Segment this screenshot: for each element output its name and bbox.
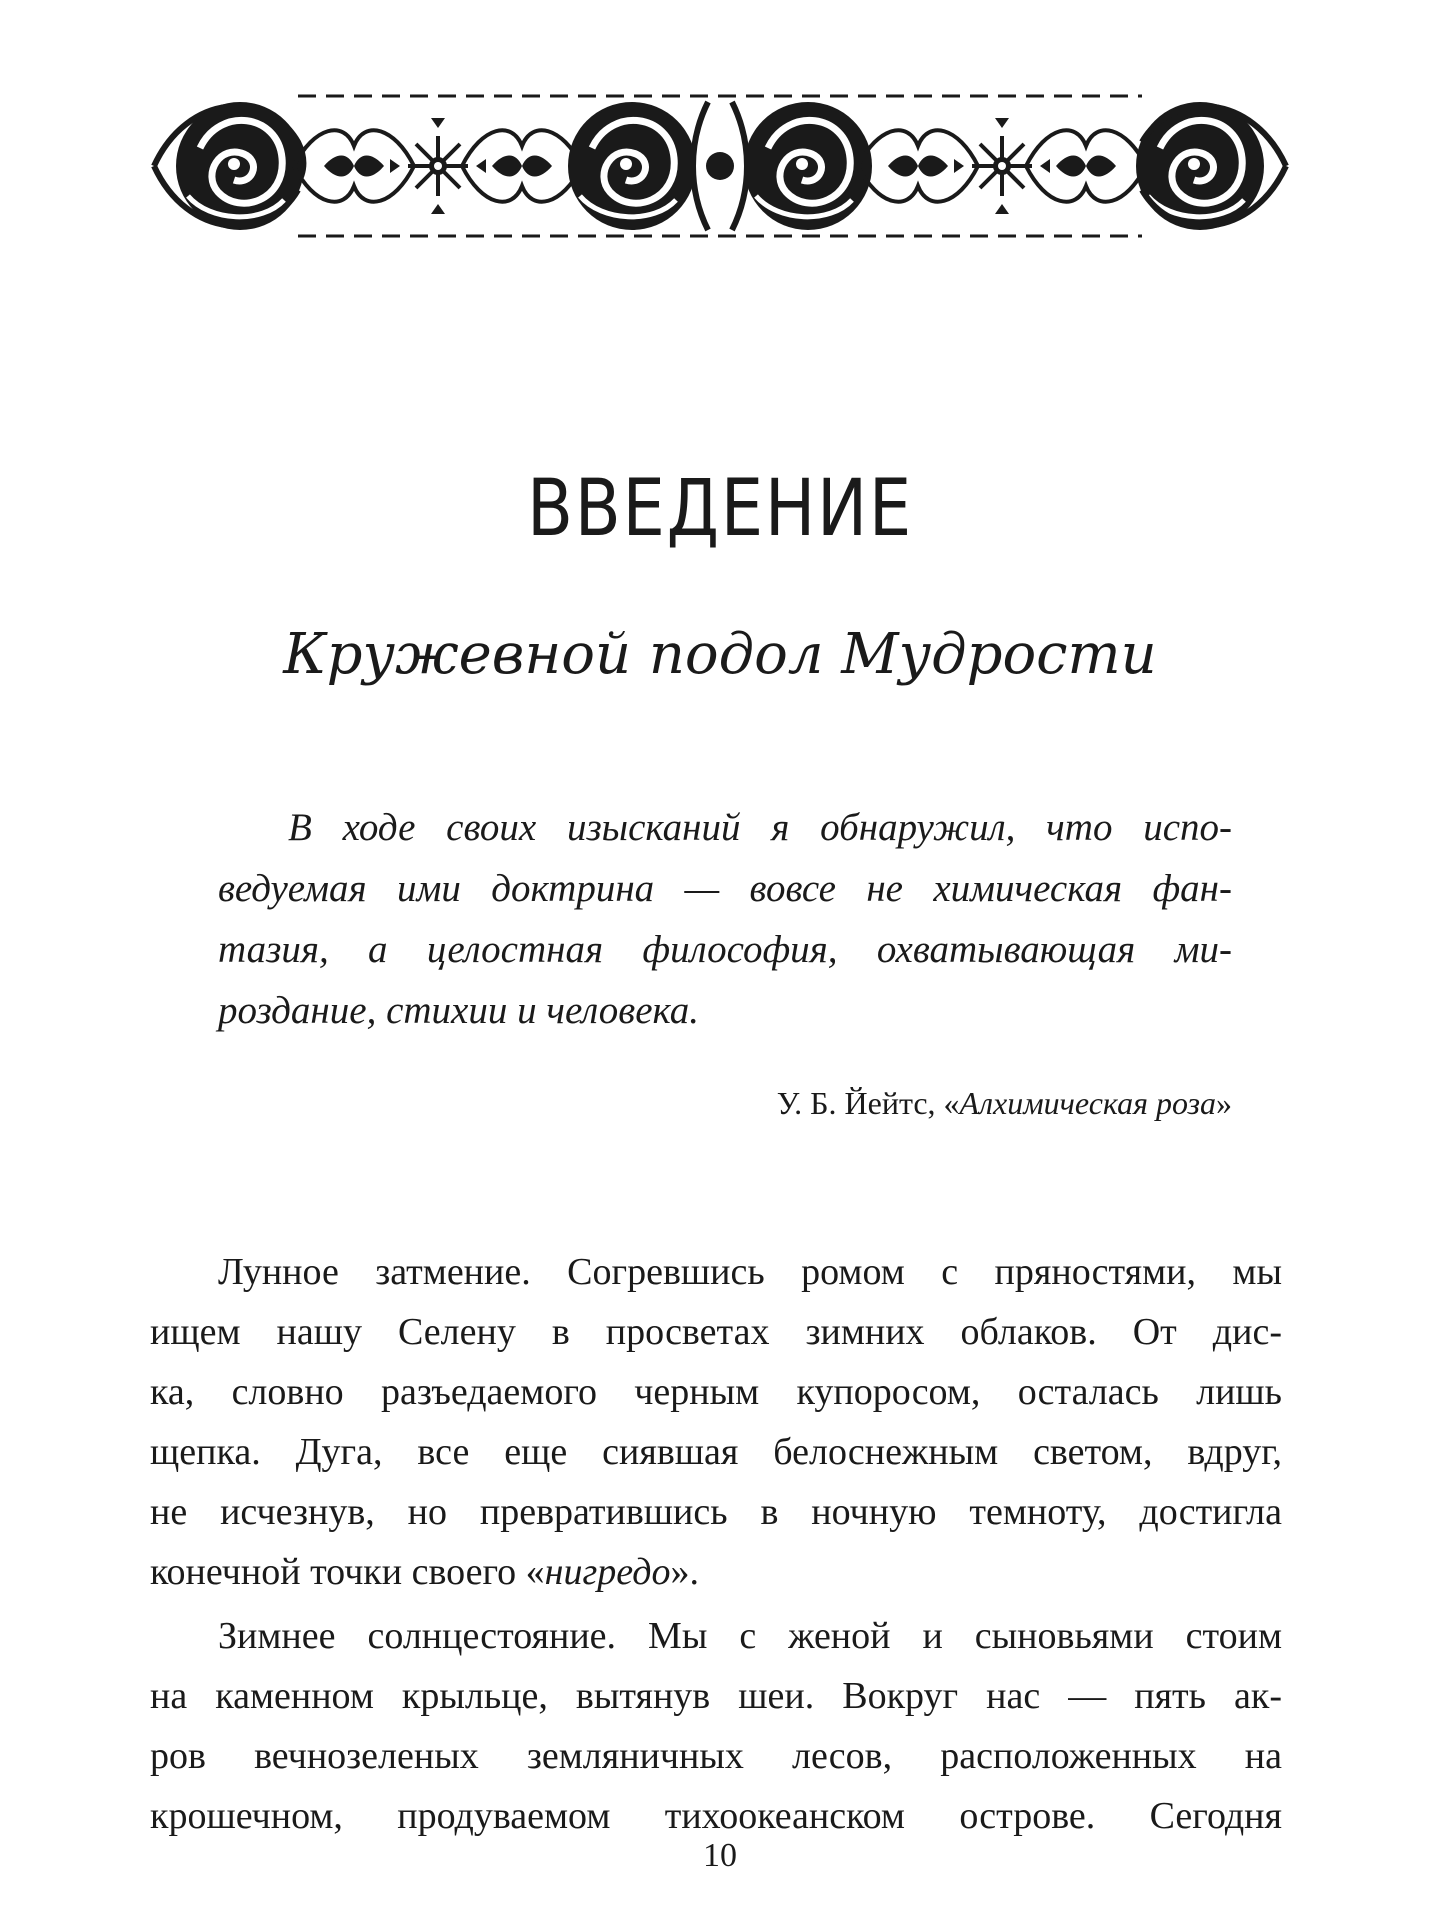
body-line: не исчезнув, но превратившись в ночную темноту, достигла — [150, 1491, 1282, 1533]
body-line: ищем нашу Селену в просветах зимних облаков. От дис- — [150, 1311, 1282, 1353]
term-nigredo: нигредо — [544, 1551, 671, 1593]
epigraph-line: роздание, стихии и человека. — [218, 989, 700, 1032]
chapter-title: ВВЕДЕНИЕ — [527, 464, 913, 555]
body-line: Лунное затмение. Согревшись ромом с пряностями, мы — [218, 1251, 1282, 1293]
epigraph — [218, 797, 1232, 1041]
quote-close: » — [1216, 1085, 1232, 1121]
body-line: щепка. Дуга, все еще сиявшая белоснежным светом, вдруг, — [150, 1431, 1282, 1473]
body-text — [150, 1242, 1282, 1850]
body-line-final — [150, 1542, 1282, 1602]
body-line-end: ». — [670, 1551, 699, 1593]
epigraph-line: ведуемая ими доктрина — вовсе не химическая фан- — [218, 867, 1232, 910]
paragraph-1 — [150, 1242, 1282, 1602]
body-line: ка, словно разъедаемого черным купоросом, осталась лишь — [150, 1371, 1282, 1413]
quote-open: « — [943, 1085, 960, 1121]
epigraph-line: В ходе своих изысканий я обнаружил, что испо- — [288, 806, 1232, 849]
body-line: на каменном крыльце, вытянув шеи. Вокруг нас — пять ак- — [150, 1675, 1282, 1717]
paragraph-2 — [150, 1606, 1282, 1846]
epigraph-attribution — [218, 1078, 1232, 1128]
epigraph-author: У. Б. Йейтс, — [776, 1085, 936, 1121]
epigraph-source: Алхимическая роза — [959, 1085, 1216, 1121]
epigraph-line: тазия, а целостная философия, охватывающая ми- — [218, 928, 1232, 971]
body-line: Зимнее солнцестояние. Мы с женой и сыновьями стоим — [218, 1615, 1282, 1657]
body-line: ров вечнозеленых земляничных лесов, расположенных на — [150, 1735, 1282, 1777]
body-line: крошечном, продуваемом тихоокеанском острове. Сегодня — [150, 1795, 1282, 1837]
body-line-start: конечной точки своего « — [150, 1551, 545, 1593]
chapter-subtitle: Кружевной подол Мудрости — [283, 622, 1157, 687]
decorative-ornament-header — [148, 82, 1292, 250]
page-number: 10 — [703, 1837, 737, 1874]
